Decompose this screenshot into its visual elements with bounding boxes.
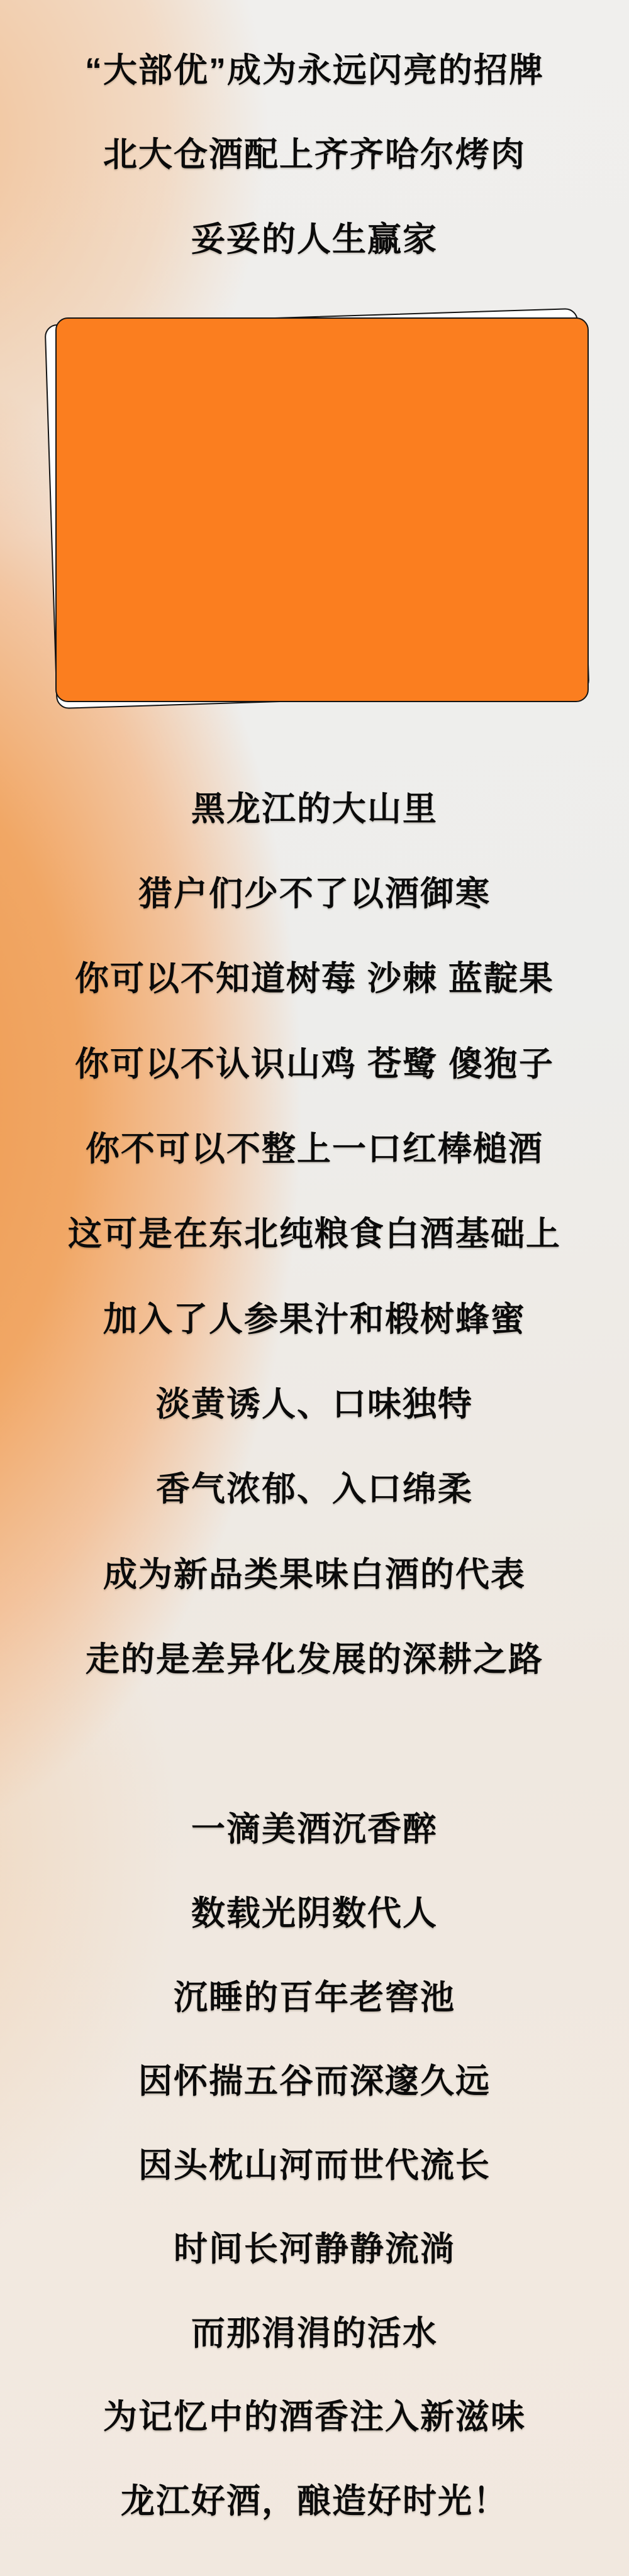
closing-line-8: 为记忆中的酒香注入新滋味 — [103, 2398, 526, 2436]
story-line-1: 黑龙江的大山里 — [191, 790, 438, 828]
closing-line-2: 数载光阴数代人 — [191, 1895, 438, 1932]
photo-placeholder-image — [55, 317, 589, 702]
intro-line-2: 北大仓酒配上齐齐哈尔烤肉 — [103, 136, 526, 173]
story-line-9: 香气浓郁、入口绵柔 — [156, 1470, 473, 1508]
story-line-5: 你不可以不整上一口红棒槌酒 — [86, 1130, 543, 1168]
story-line-2: 猎户们少不了以酒御寒 — [138, 875, 491, 913]
intro-line-3: 妥妥的人生赢家 — [191, 221, 438, 258]
story-line-10: 成为新品类果味白酒的代表 — [103, 1556, 526, 1593]
closing-line-7: 而那涓涓的活水 — [191, 2315, 438, 2352]
closing-line-1: 一滴美酒沉香醉 — [191, 1810, 438, 1848]
closing-line-3: 沉睡的百年老窖池 — [174, 1979, 455, 2017]
story-line-4: 你可以不认识山鸡 苍鹭 傻狍子 — [74, 1045, 554, 1083]
story-line-3: 你可以不知道树莓 沙棘 蓝靛果 — [74, 960, 554, 998]
story-line-8: 淡黄诱人、口味独特 — [156, 1385, 473, 1423]
story-line-11: 走的是差异化发展的深耕之路 — [86, 1641, 543, 1678]
closing-line-5: 因头枕山河而世代流长 — [138, 2147, 491, 2184]
closing-line-6: 时间长河静静流淌 — [174, 2230, 455, 2268]
intro-line-1: “大部优”成为永远闪亮的招牌 — [85, 52, 544, 89]
story-line-6: 这可是在东北纯粮食白酒基础上 — [68, 1215, 561, 1253]
closing-line-9: 龙江好酒，酿造好时光！ — [121, 2482, 508, 2520]
photo-stack — [55, 317, 589, 702]
closing-line-4: 因怀揣五谷而深邃久远 — [138, 2062, 491, 2100]
story-line-7: 加入了人参果汁和椴树蜂蜜 — [103, 1301, 526, 1338]
